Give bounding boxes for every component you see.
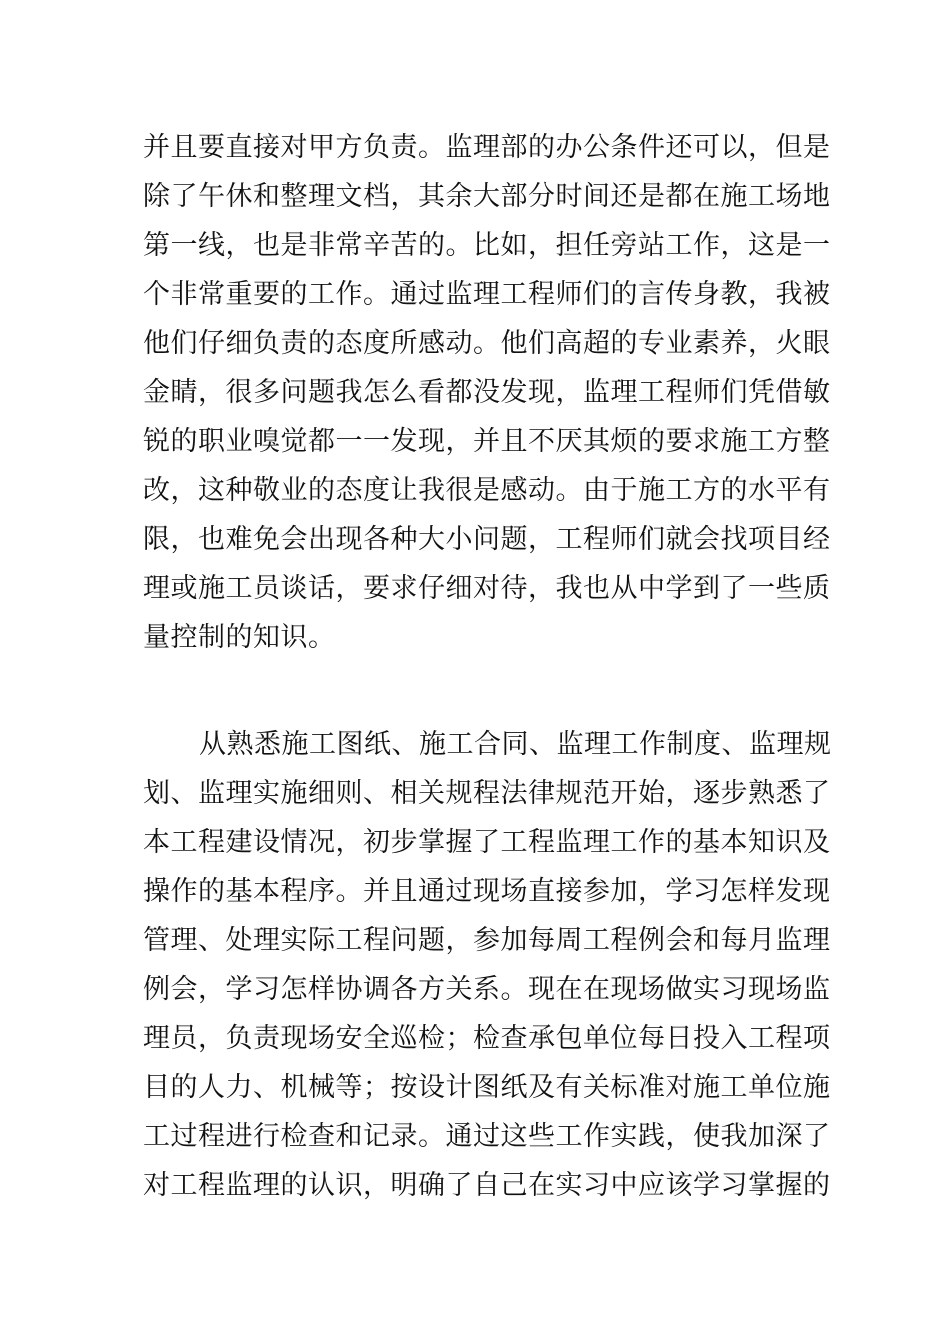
paragraph-2-line-9: 工过程进行检查和记录。通过这些工作实践，使我加深了 — [143, 1121, 831, 1152]
paragraph-1-line-6: 金睛，很多问题我怎么看都没发现，监理工程师们凭借敏 — [143, 377, 831, 408]
paragraph-2-line-4: 操作的基本程序。并且通过现场直接参加，学习怎样发现 — [143, 876, 831, 907]
paragraph-1-line-11: 量控制的知识。 — [143, 622, 336, 653]
paragraph-1-line-9: 限，也难免会出现各种大小问题，工程师们就会找项目经 — [143, 524, 831, 555]
paragraph-2-line-7: 理员，负责现场安全巡检；检查承包单位每日投入工程项 — [143, 1023, 831, 1054]
paragraph-2-line-6: 例会，学习怎样协调各方关系。现在在现场做实习现场监 — [143, 974, 831, 1005]
paragraph-1-line-4: 个非常重要的工作。通过监理工程师们的言传身教，我被 — [143, 279, 831, 310]
paragraph-1-line-7: 锐的职业嗅觉都一一发现，并且不厌其烦的要求施工方整 — [143, 426, 831, 457]
paragraph-1-line-5: 他们仔细负责的态度所感动。他们高超的专业素养，火眼 — [143, 328, 831, 359]
paragraph-2-line-5: 管理、处理实际工程问题，参加每周工程例会和每月监理 — [143, 925, 831, 956]
paragraph-2-line-10: 对工程监理的认识，明确了自己在实习中应该学习掌握的 — [143, 1170, 831, 1201]
paragraph-1-line-10: 理或施工员谈话，要求仔细对待，我也从中学到了一些质 — [143, 573, 831, 604]
paragraph-2-line-8: 目的人力、机械等；按设计图纸及有关标准对施工单位施 — [143, 1072, 831, 1103]
paragraph-1-line-1: 并且要直接对甲方负责。监理部的办公条件还可以，但是 — [143, 132, 831, 163]
paragraph-1-line-2: 除了午休和整理文档，其余大部分时间还是都在施工场地 — [143, 181, 831, 212]
paragraph-1-line-3: 第一线，也是非常辛苦的。比如，担任旁站工作，这是一 — [143, 230, 831, 261]
paragraph-2-line-1: 从熟悉施工图纸、施工合同、监理工作制度、监理规 — [199, 729, 832, 760]
paragraph-2-line-3: 本工程建设情况，初步掌握了工程监理工作的基本知识及 — [143, 827, 831, 858]
paragraph-2-line-2: 划、监理实施细则、相关规程法律规范开始，逐步熟悉了 — [143, 778, 831, 809]
paragraph-1-line-8: 改，这种敬业的态度让我很是感动。由于施工方的水平有 — [143, 475, 831, 506]
